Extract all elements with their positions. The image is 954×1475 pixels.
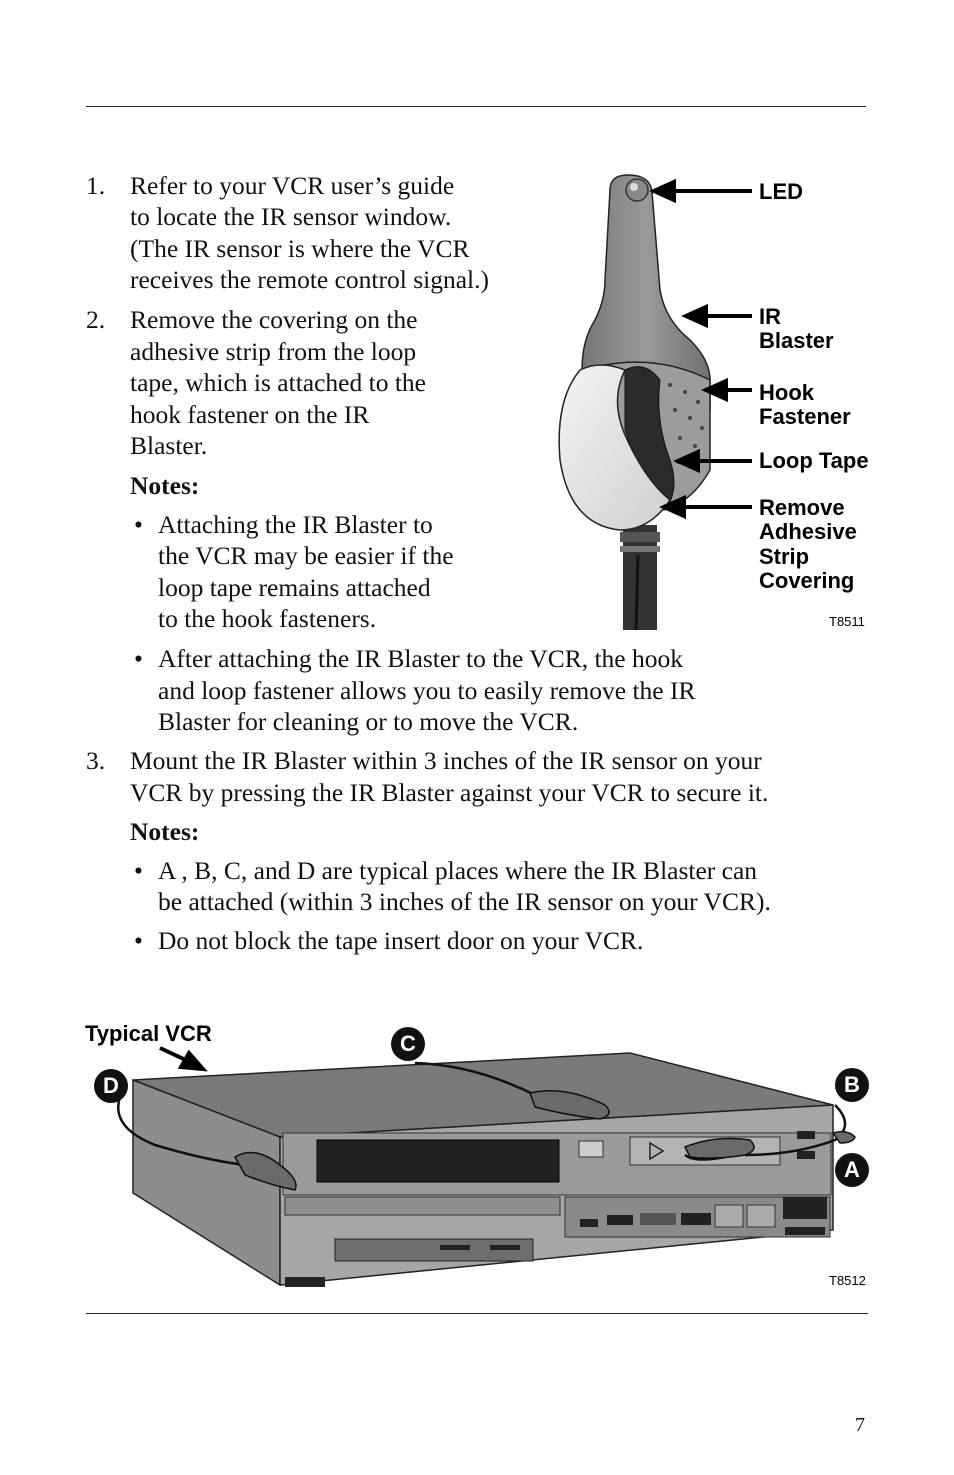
label-remove-adhesive: Remove [759,495,845,520]
figure-1-code: T8511 [829,614,865,629]
step-2-line: hook fastener on the IR [130,400,370,429]
bullet-glyph: • [134,644,143,673]
position-badge-d: D [94,1069,128,1103]
label-led: LED [759,179,803,204]
position-badge-b: B [835,1068,869,1102]
label-remove-adhesive: Strip [759,544,810,569]
step-3-line: VCR by pressing the IR Blaster against your VCR to secure it. [130,778,769,807]
step-3-notes-label: Notes: [130,817,200,846]
top-rule [86,106,866,107]
step-2-note-1-line: loop tape remains attached [158,573,431,602]
label-hook-fastener: Hook [759,380,814,405]
step-2-note-2-line: Blaster for cleaning or to move the VCR. [158,707,579,736]
bullet-glyph: • [134,926,143,955]
step-2-note-2-line: After attaching the IR Blaster to the VCR, the hook [158,644,684,673]
step-2-note-2-line: and loop fastener allows you to easily remove the IR [158,676,696,705]
step-3-note-1-line: A , B, C, and D are typical places where the IR Blaster can [158,856,758,885]
figure-1-arrows [640,170,760,520]
figure-2-code: T8512 [829,1273,866,1288]
position-badge-c: C [391,1027,425,1061]
step-2-line: Blaster. [130,431,208,460]
step-3-number: 3. [86,746,106,775]
step-2-note-1-line: the VCR may be easier if the [158,541,454,570]
step-2-line: adhesive strip from the loop [130,337,417,366]
bullet-glyph: • [134,856,143,885]
step-2-line: tape, which is attached to the [130,368,426,397]
label-ir-blaster: Blaster [759,328,834,353]
label-remove-adhesive: Covering [759,568,855,593]
vcr-illustration [95,1045,870,1290]
step-1-line: to locate the IR sensor window. [130,202,452,231]
step-2-note-1-line: to the hook fasteners. [158,604,377,633]
step-1-number: 1. [86,171,106,200]
position-badge-a: A [835,1153,869,1187]
bottom-rule [86,1313,868,1314]
step-2-line: Remove the covering on the [130,305,418,334]
label-loop-tape: Loop Tape [759,448,869,473]
step-2-number: 2. [86,305,106,334]
step-2-note-1-line: Attaching the IR Blaster to [158,510,433,539]
step-3-line: Mount the IR Blaster within 3 inches of the IR sensor on your [130,746,762,775]
typical-vcr-title: Typical VCR [85,1021,212,1046]
step-1-line: receives the remote control signal.) [130,265,489,294]
step-2-notes-label: Notes: [130,471,200,500]
ir-blaster-b [833,1132,855,1143]
step-3-note-2-line: Do not block the tape insert door on your VCR. [158,926,644,955]
bullet-glyph: • [134,510,143,539]
label-remove-adhesive: Adhesive [759,519,857,544]
label-hook-fastener: Fastener [759,404,851,429]
step-3-note-1-line: be attached (within 3 inches of the IR sensor on your VCR). [158,887,771,916]
page-number: 7 [855,1414,865,1436]
step-1-line: Refer to your VCR user’s guide [130,171,455,200]
label-ir-blaster: IR [759,304,781,329]
step-1-line: (The IR sensor is where the VCR [130,234,470,263]
